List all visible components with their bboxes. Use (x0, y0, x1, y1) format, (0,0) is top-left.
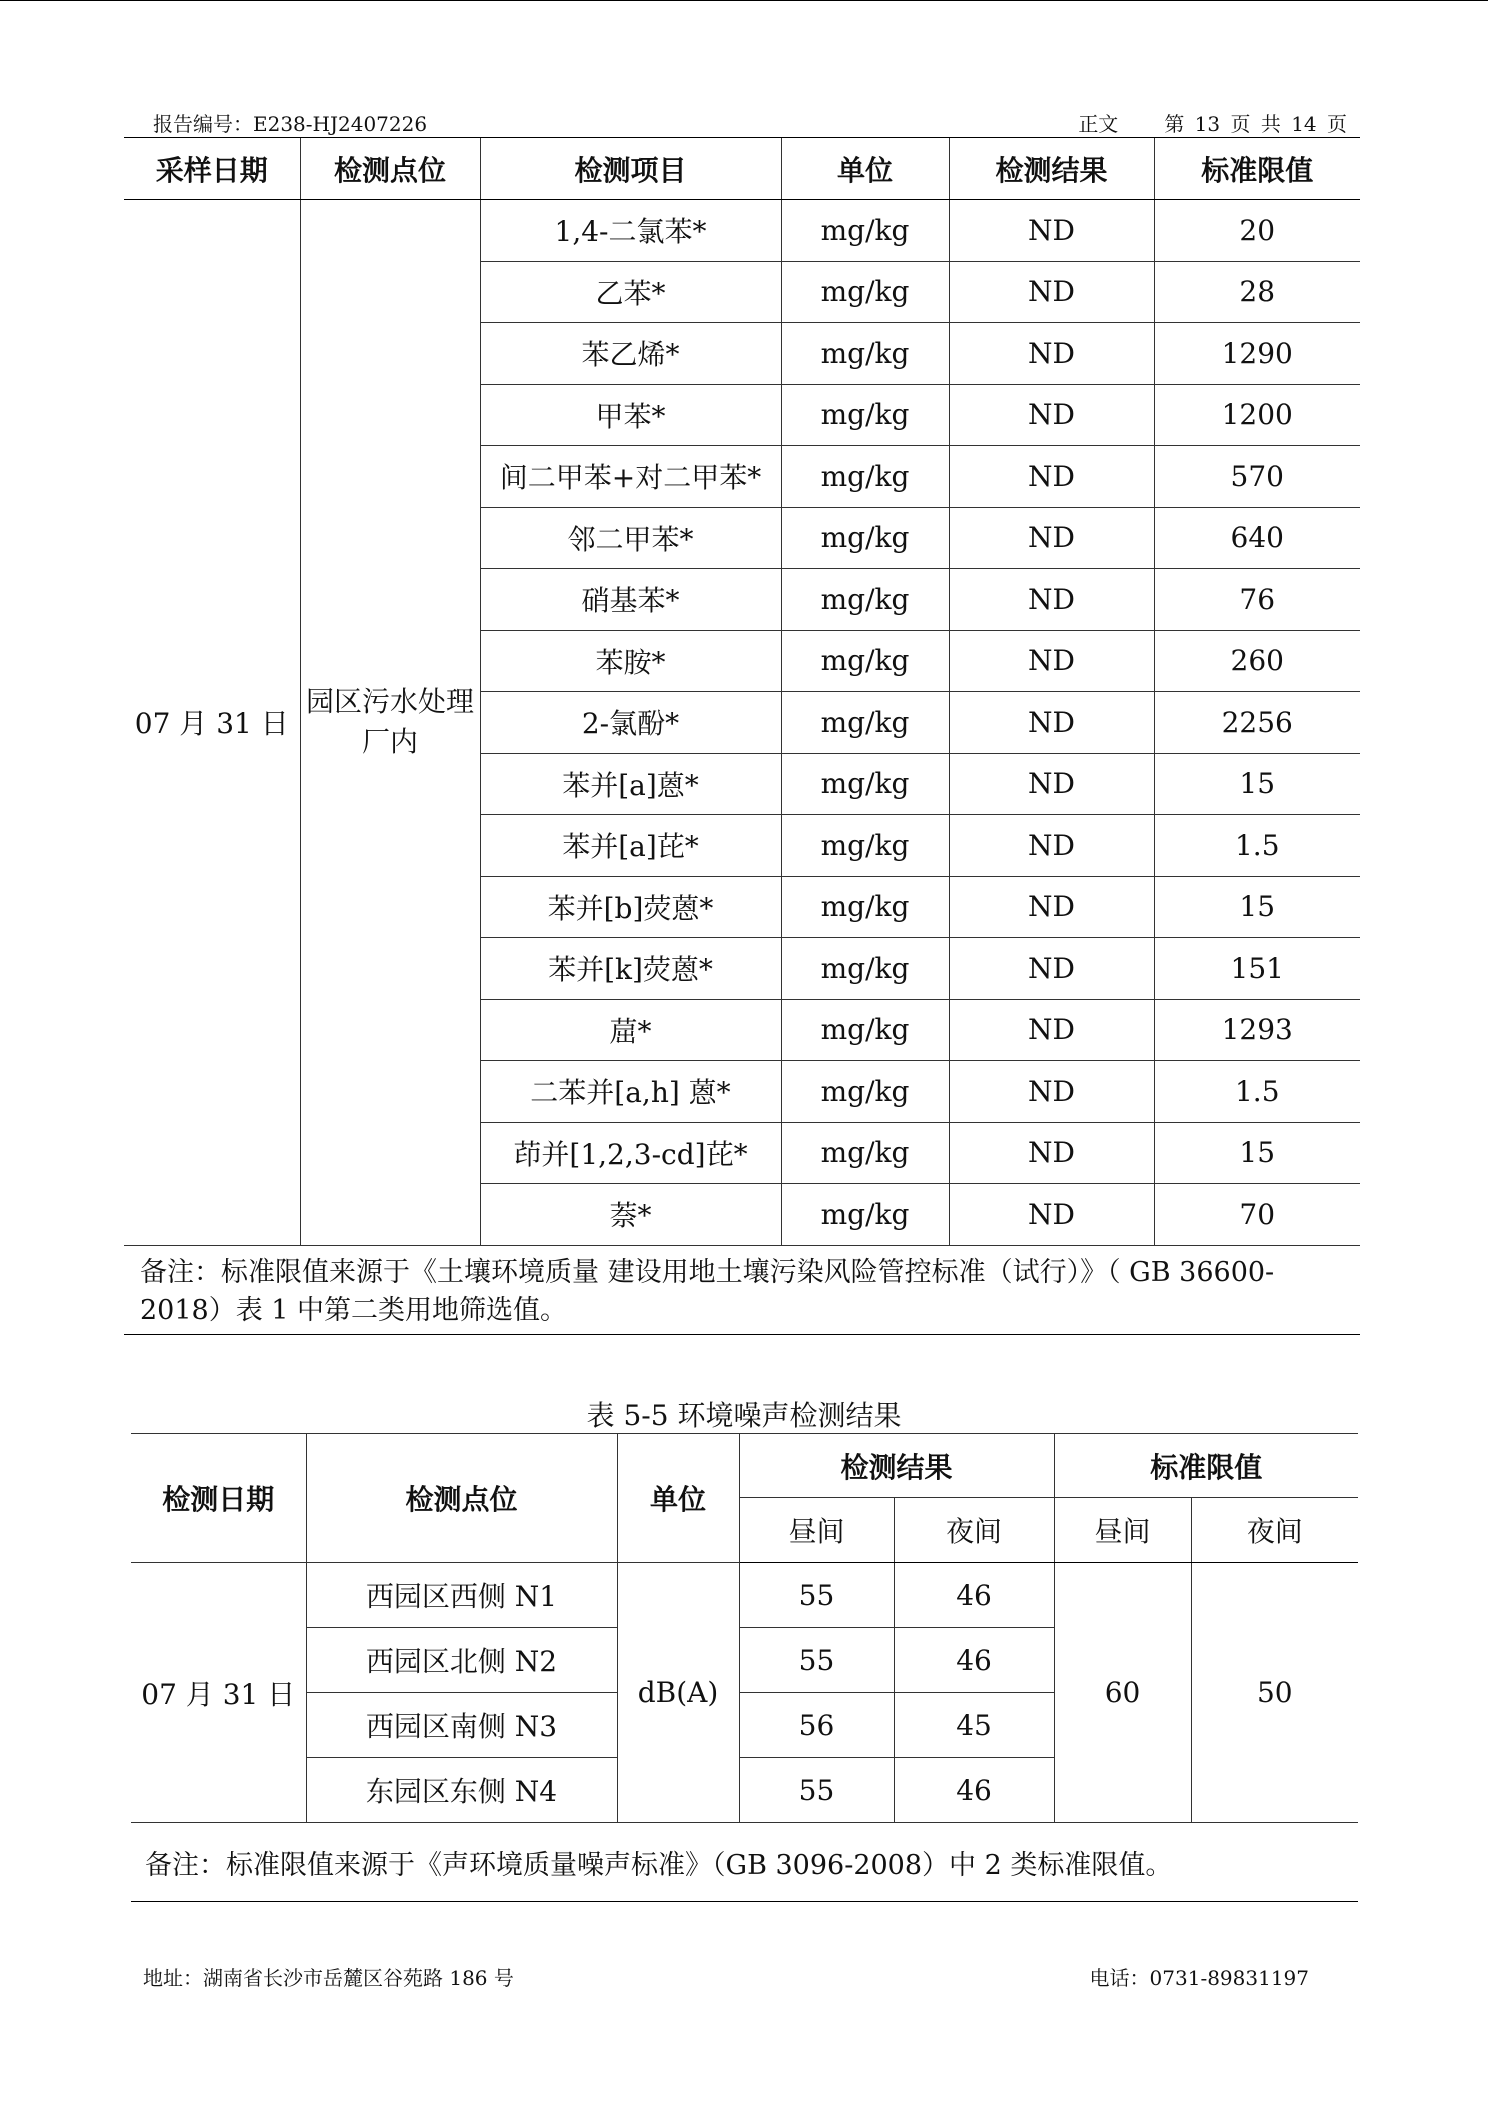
unit-cell: mg/kg (781, 261, 949, 323)
measurement-location-cell: 西园区西侧 N1 (306, 1563, 617, 1628)
test-item-cell: 苯并[k]荧蒽* (480, 938, 781, 1000)
result-day-cell: 55 (739, 1563, 894, 1628)
result-night-cell: 46 (894, 1758, 1054, 1823)
result-cell: ND (949, 630, 1154, 692)
result-cell: ND (949, 876, 1154, 938)
test-item-cell: 甲苯* (480, 384, 781, 446)
unit-cell: mg/kg (781, 384, 949, 446)
table-row (131, 1563, 1358, 1628)
table-header-row (131, 1434, 1358, 1498)
unit-cell: mg/kg (781, 815, 949, 877)
result-cell: ND (949, 938, 1154, 1000)
unit-cell: mg/kg (781, 446, 949, 508)
test-item-cell: 苯乙烯* (480, 323, 781, 385)
sampling-date-cell: 07 月 31 日 (124, 200, 300, 1246)
unit-cell: mg/kg (781, 630, 949, 692)
result-cell: ND (949, 753, 1154, 815)
unit-cell: dB(A) (617, 1563, 739, 1823)
test-item-cell: 䓛* (480, 999, 781, 1061)
result-cell: ND (949, 815, 1154, 877)
col-header-location: 检测点位 (300, 138, 480, 200)
limit-cell: 1200 (1154, 384, 1360, 446)
test-item-cell: 萘* (480, 1184, 781, 1246)
col-header-date: 采样日期 (124, 138, 300, 200)
result-cell: ND (949, 261, 1154, 323)
table-caption: 表 5-5 环境噪声检测结果 (586, 1399, 902, 1432)
result-night-cell: 46 (894, 1563, 1054, 1628)
result-cell: ND (949, 999, 1154, 1061)
limit-cell: 2256 (1154, 692, 1360, 754)
test-item-cell: 乙苯* (480, 261, 781, 323)
col-header-result-day: 昼间 (739, 1498, 894, 1563)
noise-results-table (131, 1433, 1358, 1902)
table-note: 备注：标准限值来源于《土壤环境质量 建设用地土壤污染风险管控标准（试行）》（ GB 36600-2018）表 1 中第二类用地筛选值。 (124, 1245, 1360, 1334)
unit-cell: mg/kg (781, 876, 949, 938)
test-item-cell: 茚并[1,2,3-cd]芘* (480, 1122, 781, 1184)
table-row (124, 200, 1360, 262)
doc-type: 正文 (1078, 112, 1119, 136)
limit-cell: 640 (1154, 507, 1360, 569)
limit-cell: 15 (1154, 753, 1360, 815)
test-item-cell: 2-氯酚* (480, 692, 781, 754)
limit-day-cell: 60 (1054, 1563, 1191, 1823)
test-item-cell: 苯并[a]蒽* (480, 753, 781, 815)
col-header-limit: 标准限值 (1054, 1434, 1358, 1498)
limit-night-cell: 50 (1191, 1563, 1358, 1823)
unit-cell: mg/kg (781, 507, 949, 569)
limit-cell: 1293 (1154, 999, 1360, 1061)
col-header-limit-night: 夜间 (1191, 1498, 1358, 1563)
result-cell: ND (949, 446, 1154, 508)
col-header-limit-day: 昼间 (1054, 1498, 1191, 1563)
result-cell: ND (949, 692, 1154, 754)
table-note-row (124, 1245, 1360, 1334)
col-header-result-night: 夜间 (894, 1498, 1054, 1563)
col-header-location: 检测点位 (306, 1434, 617, 1563)
unit-cell: mg/kg (781, 569, 949, 631)
limit-cell: 1.5 (1154, 1061, 1360, 1123)
soil-results-table (124, 138, 1360, 1335)
test-item-cell: 硝基苯* (480, 569, 781, 631)
result-night-cell: 45 (894, 1693, 1054, 1758)
col-header-limit: 标准限值 (1154, 138, 1360, 200)
result-cell: ND (949, 569, 1154, 631)
limit-cell: 76 (1154, 569, 1360, 631)
result-night-cell: 46 (894, 1628, 1054, 1693)
test-item-cell: 苯并[b]荧蒽* (480, 876, 781, 938)
measurement-location-cell: 西园区北侧 N2 (306, 1628, 617, 1693)
limit-cell: 1.5 (1154, 815, 1360, 877)
test-item-cell: 1,4-二氯苯* (480, 200, 781, 262)
col-header-date: 检测日期 (131, 1434, 306, 1563)
result-cell: ND (949, 200, 1154, 262)
unit-cell: mg/kg (781, 323, 949, 385)
limit-cell: 15 (1154, 876, 1360, 938)
table-note: 备注：标准限值来源于《声环境质量噪声标准》（GB 3096-2008）中 2 类标准限值。 (131, 1823, 1358, 1902)
limit-cell: 70 (1154, 1184, 1360, 1246)
col-header-result: 检测结果 (739, 1434, 1054, 1498)
result-cell: ND (949, 1061, 1154, 1123)
limit-cell: 20 (1154, 200, 1360, 262)
limit-cell: 151 (1154, 938, 1360, 1000)
test-item-cell: 苯胺* (480, 630, 781, 692)
result-cell: ND (949, 323, 1154, 385)
measurement-location-cell: 东园区东侧 N4 (306, 1758, 617, 1823)
test-item-cell: 邻二甲苯* (480, 507, 781, 569)
unit-cell: mg/kg (781, 692, 949, 754)
result-cell: ND (949, 507, 1154, 569)
unit-cell: mg/kg (781, 200, 949, 262)
col-header-unit: 单位 (617, 1434, 739, 1563)
unit-cell: mg/kg (781, 938, 949, 1000)
col-header-item: 检测项目 (480, 138, 781, 200)
result-day-cell: 55 (739, 1628, 894, 1693)
result-cell: ND (949, 1122, 1154, 1184)
unit-cell: mg/kg (781, 753, 949, 815)
table-header-row (124, 138, 1360, 200)
footer-address: 地址：湖南省长沙市岳麓区谷苑路 186 号 (143, 1966, 514, 1990)
result-day-cell: 55 (739, 1758, 894, 1823)
measurement-date-cell: 07 月 31 日 (131, 1563, 306, 1823)
unit-cell: mg/kg (781, 1061, 949, 1123)
footer-phone: 电话：0731-89831197 (1089, 1966, 1309, 1990)
result-cell: ND (949, 384, 1154, 446)
page-info (1078, 108, 1347, 137)
result-cell: ND (949, 1184, 1154, 1246)
unit-cell: mg/kg (781, 1184, 949, 1246)
limit-cell: 260 (1154, 630, 1360, 692)
limit-cell: 15 (1154, 1122, 1360, 1184)
measurement-location-cell: 西园区南侧 N3 (306, 1693, 617, 1758)
table-note-row (131, 1823, 1358, 1902)
page-number: 第 13 页 共 14 页 (1164, 112, 1347, 136)
sampling-location-cell: 园区污水处理厂内 (300, 200, 480, 1246)
test-item-cell: 间二甲苯+对二甲苯* (480, 446, 781, 508)
report-number: 报告编号：E238-HJ2407226 (153, 112, 428, 136)
page-top-border (0, 0, 1488, 1)
limit-cell: 28 (1154, 261, 1360, 323)
page-footer (143, 1962, 1309, 1991)
col-header-result: 检测结果 (949, 138, 1154, 200)
page-header (153, 106, 1359, 136)
unit-cell: mg/kg (781, 999, 949, 1061)
limit-cell: 570 (1154, 446, 1360, 508)
test-item-cell: 苯并[a]芘* (480, 815, 781, 877)
limit-cell: 1290 (1154, 323, 1360, 385)
test-item-cell: 二苯并[a,h] 蒽* (480, 1061, 781, 1123)
result-day-cell: 56 (739, 1693, 894, 1758)
unit-cell: mg/kg (781, 1122, 949, 1184)
col-header-unit: 单位 (781, 138, 949, 200)
